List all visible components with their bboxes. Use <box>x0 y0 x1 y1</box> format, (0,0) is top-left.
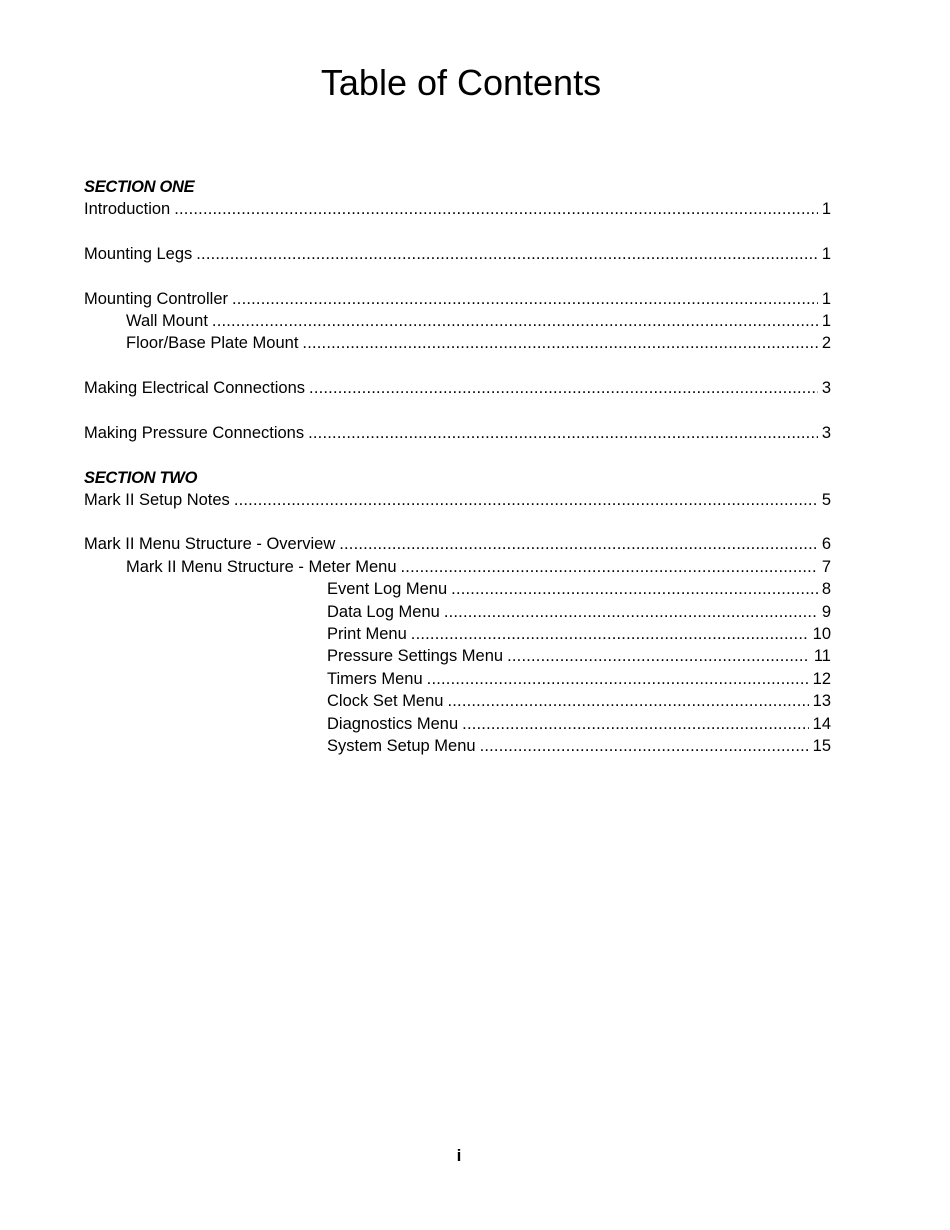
toc-entry-introduction[interactable] <box>84 198 831 220</box>
toc-entry-page: 5 <box>821 490 831 509</box>
toc-entry-label: Data Log Menu <box>327 602 440 621</box>
dot-leader <box>339 533 818 555</box>
toc-entry-page: 1 <box>821 200 831 218</box>
toc-entry-label: Making Pressure Connections <box>84 423 305 442</box>
toc-entry-label: Floor/Base Plate Mount <box>126 334 299 353</box>
toc-entry-page: 13 <box>812 692 831 711</box>
toc-entry-clock-set-menu[interactable] <box>84 690 831 712</box>
toc-entry-label: Making Electrical Connections <box>84 379 306 398</box>
dot-leader <box>302 332 817 354</box>
toc-entry-page: 6 <box>821 535 831 554</box>
toc-entry-page: 11 <box>813 647 831 666</box>
dot-leader <box>427 668 809 690</box>
toc-entry-data-log-menu[interactable] <box>84 601 831 623</box>
toc-entry-label: Clock Set Menu <box>327 692 444 711</box>
toc-entry-page: 7 <box>821 557 831 576</box>
toc-entry-label: Mark II Menu Structure - Meter Menu <box>126 557 397 576</box>
toc-entry-page: 8 <box>821 580 831 599</box>
toc-entry-label: Diagnostics Menu <box>327 714 459 733</box>
dot-leader <box>451 578 818 600</box>
dot-leader <box>232 288 818 310</box>
toc-entry-wall-mount[interactable] <box>84 310 831 332</box>
toc-entry-label: Print Menu <box>327 625 407 644</box>
dot-leader <box>174 198 818 220</box>
toc-entry-label: Mounting Controller <box>84 289 228 308</box>
toc-entry-page: 12 <box>812 669 831 688</box>
section-heading-two: SECTION TWO <box>84 468 198 487</box>
toc-entry-setup-notes[interactable] <box>84 489 831 511</box>
toc-entry-page: 3 <box>821 423 831 442</box>
dot-leader <box>462 713 808 735</box>
toc-entry-page: 1 <box>821 244 831 263</box>
toc-entry-label: System Setup Menu <box>327 736 476 755</box>
toc-entry-floor-base-plate-mount[interactable] <box>84 332 831 354</box>
dot-leader <box>507 645 810 667</box>
toc-entry-label: Mounting Legs <box>84 244 193 263</box>
page-title: Table of Contents <box>320 62 602 103</box>
dot-leader <box>480 735 809 757</box>
toc-entry-page: 1 <box>821 311 831 330</box>
toc-entry-label: Introduction <box>84 200 171 218</box>
toc-entry-page: 9 <box>821 602 831 621</box>
toc-entry-label: Mark II Menu Structure - Overview <box>84 535 336 554</box>
section-heading-one: SECTION ONE <box>84 178 195 196</box>
toc-entry-page: 10 <box>812 625 831 644</box>
dot-leader <box>212 310 818 332</box>
toc-entry-label: Wall Mount <box>126 311 208 330</box>
toc-entry-page: 2 <box>821 334 831 353</box>
dot-leader <box>401 556 818 578</box>
toc-entry-page: 15 <box>812 736 831 755</box>
toc-entry-diagnostics-menu[interactable] <box>84 713 831 735</box>
toc-entry-menu-overview[interactable] <box>84 533 831 555</box>
toc-entry-mounting-controller[interactable] <box>84 288 831 310</box>
toc-entry-timers-menu[interactable] <box>84 668 831 690</box>
dot-leader <box>447 690 808 712</box>
dot-leader <box>308 422 818 444</box>
toc-entry-page: 1 <box>821 289 831 308</box>
toc-entry-system-setup-menu[interactable] <box>84 735 831 757</box>
toc-entry-label: Timers Menu <box>327 669 423 688</box>
toc-entry-print-menu[interactable] <box>84 623 831 645</box>
toc-entry-label: Pressure Settings Menu <box>327 647 504 666</box>
toc-entry-pressure-settings-menu[interactable] <box>84 645 831 667</box>
toc-entry-electrical-connections[interactable] <box>84 377 831 399</box>
toc-entry-page: 3 <box>821 379 831 398</box>
dot-leader <box>411 623 809 645</box>
dot-leader <box>234 489 818 511</box>
dot-leader <box>309 377 818 399</box>
toc-entry-label: Event Log Menu <box>327 580 448 599</box>
dot-leader <box>444 601 818 623</box>
toc-entry-meter-menu[interactable] <box>84 556 831 578</box>
toc-entry-mounting-legs[interactable] <box>84 243 831 265</box>
toc-entry-event-log-menu[interactable] <box>84 578 831 600</box>
toc-entry-label: Mark II Setup Notes <box>84 490 230 509</box>
toc-entry-page: 14 <box>812 714 831 733</box>
dot-leader <box>196 243 818 265</box>
table-of-contents <box>84 176 831 757</box>
toc-entry-pressure-connections[interactable] <box>84 422 831 444</box>
page-number: i <box>456 1146 462 1165</box>
